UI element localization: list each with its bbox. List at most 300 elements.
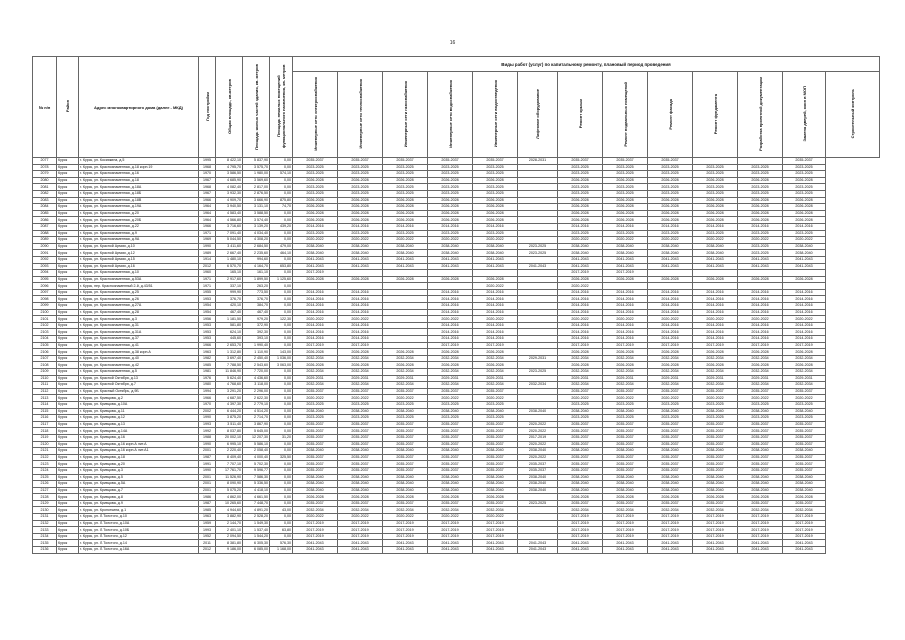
table-row xyxy=(33,375,880,382)
table-cell: 2026-2028 xyxy=(558,349,603,356)
table-cell: 3 586,50 xyxy=(216,171,243,178)
table-cell: 2035-2037 xyxy=(428,500,473,507)
table-cell: 2026-2028 xyxy=(603,349,648,356)
table-cell: 2038-2040 xyxy=(603,250,648,257)
table-cell: 0,00 xyxy=(270,388,293,395)
header-living-area: Площадь жилых частей здания, кв. метров xyxy=(243,57,270,158)
table-row xyxy=(33,158,880,165)
table-cell: 2026-2028 xyxy=(693,197,738,204)
table-cell: 2020-2022 xyxy=(738,316,783,323)
table-cell: 1966 xyxy=(199,342,216,349)
table-cell: 2035-2037 xyxy=(383,441,428,448)
table-cell: 2017-2019 xyxy=(383,533,428,540)
table-cell: 1982 xyxy=(199,355,216,362)
header-work-9: Ремонт фундамента xyxy=(693,72,738,158)
table-cell: 1990 xyxy=(199,415,216,422)
table-cell: 2041-2043 xyxy=(293,547,338,554)
table-cell: 2032-2034 xyxy=(783,382,826,389)
table-cell: 1986 xyxy=(199,494,216,501)
table-cell: 2026-2028 xyxy=(338,210,383,217)
table-cell: 2038-2040 xyxy=(428,448,473,455)
table-cell: 4 308,20 xyxy=(243,237,270,244)
table-cell: 2032-2034 xyxy=(648,355,693,362)
table-cell: 74,70 xyxy=(270,204,293,211)
table-cell: 2026-2028 xyxy=(473,210,518,217)
table-cell: Курск xyxy=(57,514,79,521)
table-cell: 2014-2016 xyxy=(428,296,473,303)
table-cell: 2035-2037 xyxy=(603,500,648,507)
table-cell: 2038-2040 xyxy=(293,243,338,250)
table-cell: 2114 xyxy=(33,401,57,408)
table-cell: 7 720,00 xyxy=(243,369,270,376)
table-cell: 2026-2028 xyxy=(648,349,693,356)
table-cell: г. Курск, ул. Кривцова, д.16 корп.А лит.А1 xyxy=(79,448,199,455)
table-cell: 2134 xyxy=(33,533,57,540)
table-cell: 31,20 xyxy=(270,434,293,441)
table-cell: г. Курск, ул. Краснознаменная, д.9 xyxy=(79,230,199,237)
table-row xyxy=(33,184,880,191)
table-cell xyxy=(428,270,473,277)
table-cell: 2038-2040 xyxy=(648,487,693,494)
table-cell: 875,80 xyxy=(270,197,293,204)
table-row xyxy=(33,250,880,257)
header-works-group: Виды работ (услуг) по капитальному ремонту, плановый период проведения xyxy=(293,57,880,72)
table-cell: 1 125,60 xyxy=(270,276,293,283)
table-cell: г. Курск, ул. Краснознаменная, д.3 xyxy=(79,316,199,323)
table-cell: 2017-2019 xyxy=(603,533,648,540)
table-cell: 1960 xyxy=(199,270,216,277)
table-cell: 2020-2022 xyxy=(558,395,603,402)
table-cell: 2035-2037 xyxy=(293,467,338,474)
table-cell: 445,60 xyxy=(216,336,243,343)
table-cell: 2026-2028 xyxy=(603,197,648,204)
table-cell: г. Курск, ул. Красной Армии, д.15 xyxy=(79,256,199,263)
table-cell: Курск xyxy=(57,421,79,428)
table-cell xyxy=(518,184,558,191)
table-row xyxy=(33,382,880,389)
table-cell xyxy=(648,283,693,290)
table-cell: 2017-2019 xyxy=(738,533,783,540)
table-cell: 2017-2019 xyxy=(473,533,518,540)
table-cell: 2035-2037 xyxy=(338,421,383,428)
table-cell: 994,60 xyxy=(243,256,270,263)
table-cell: Курск xyxy=(57,204,79,211)
table-cell: Курск xyxy=(57,342,79,349)
table-cell: 2026-2028 xyxy=(693,276,738,283)
table-cell: 2032-2034 xyxy=(428,355,473,362)
table-cell: 2035-2037 xyxy=(293,461,338,468)
table-cell: 2111 xyxy=(33,382,57,389)
table-cell: 2023-2025 xyxy=(558,164,603,171)
table-cell: 2020-2022 xyxy=(648,395,693,402)
table-cell: 2032-2034 xyxy=(738,382,783,389)
table-cell: 0,00 xyxy=(270,461,293,468)
capital-repair-table xyxy=(32,56,880,554)
table-row xyxy=(33,547,880,554)
table-cell: 2026-2028 xyxy=(738,349,783,356)
table-cell: 2017-2019 xyxy=(783,342,826,349)
table-cell: Курск xyxy=(57,375,79,382)
table-cell: 2023-2025 xyxy=(693,171,738,178)
table-cell: 2026-2028 xyxy=(473,276,518,283)
table-cell: 1953 xyxy=(199,322,216,329)
table-cell: 1 168,00 xyxy=(270,547,293,554)
table-cell: 2106 xyxy=(33,349,57,356)
table-cell: 2026-2028 xyxy=(293,197,338,204)
table-cell: 2038-2040 xyxy=(383,448,428,455)
table-cell: 2023-2025 xyxy=(473,415,518,422)
table-cell: 2026-2028 xyxy=(648,276,693,283)
table-cell: 2023-2025 xyxy=(428,164,473,171)
table-cell: 1970 xyxy=(199,401,216,408)
table-cell: 773,50 xyxy=(243,289,270,296)
table-cell: 2026-2028 xyxy=(648,210,693,217)
table-cell: 2041-2043 xyxy=(648,256,693,263)
table-cell: 2032-2034 xyxy=(693,369,738,376)
table-cell: 2091 xyxy=(33,250,57,257)
table-cell: г. Курск, ул. Красной Октября, д.7 xyxy=(79,382,199,389)
table-cell: Курск xyxy=(57,243,79,250)
table-cell: 4 397,30 xyxy=(216,401,243,408)
table-cell: 2014-2016 xyxy=(693,329,738,336)
table-cell: 2035-2037 xyxy=(783,467,826,474)
table-cell: 2038-2040 xyxy=(338,408,383,415)
table-cell: 1971 xyxy=(199,283,216,290)
table-cell: 2038-2040 xyxy=(338,448,383,455)
table-cell: 2017-2019 xyxy=(383,527,428,534)
table-row xyxy=(33,520,880,527)
table-cell: 2026-2028 xyxy=(738,217,783,224)
table-cell: 2 876,50 xyxy=(243,190,270,197)
table-cell: 0,00 xyxy=(270,336,293,343)
table-cell: 2026-2028 xyxy=(428,177,473,184)
table-cell: 2038-2040 xyxy=(473,250,518,257)
table-cell: Курск xyxy=(57,441,79,448)
table-cell: 2035-2037 xyxy=(293,454,338,461)
table-cell: Курск xyxy=(57,263,79,270)
table-cell: 2041-2043 xyxy=(428,547,473,554)
table-cell: 2131 xyxy=(33,514,57,521)
table-cell: 2023-2025 xyxy=(338,190,383,197)
table-cell: 2023-2025 xyxy=(648,230,693,237)
table-cell: 2023-2025 xyxy=(603,190,648,197)
table-cell: 2035-2037 xyxy=(338,461,383,468)
table-cell: 3 882,90 xyxy=(216,514,243,521)
table-cell: Курск xyxy=(57,481,79,488)
table-cell: 2026-2028 xyxy=(473,177,518,184)
table-cell: 2014-2016 xyxy=(428,322,473,329)
table-cell: 2041-2043 xyxy=(783,540,826,547)
table-cell: 2035-2037 xyxy=(648,461,693,468)
table-cell: г. Курск, ул. Краснознаменная, д.10 xyxy=(79,270,199,277)
table-cell: Курск xyxy=(57,230,79,237)
table-cell xyxy=(383,316,428,323)
table-cell xyxy=(518,329,558,336)
table-cell: 2 622,30 xyxy=(243,395,270,402)
header-work-2: Инженерные сети газоснабжения xyxy=(383,72,428,158)
table-cell: 2023-2025 xyxy=(338,230,383,237)
table-cell: 2026-2028 xyxy=(428,349,473,356)
table-cell: 2017-2019 xyxy=(293,533,338,540)
table-cell: 2130 xyxy=(33,507,57,514)
table-cell: 0,00 xyxy=(270,421,293,428)
table-cell: 2 296,00 xyxy=(243,388,270,395)
table-cell: 1988 xyxy=(199,434,216,441)
table-cell: 2020-2022 xyxy=(518,428,558,435)
table-cell: 2035-2037 xyxy=(693,467,738,474)
table-cell: 2014-2016 xyxy=(783,303,826,310)
table-cell: 2041-2043 xyxy=(783,263,826,270)
table-cell: 2017-2019 xyxy=(428,527,473,534)
table-cell: 2038-2040 xyxy=(783,474,826,481)
table-cell: 2093 xyxy=(33,263,57,270)
table-cell: 2020-2022 xyxy=(693,395,738,402)
header-functional-area: Площадь нежилых помещений функционального назначения, кв. метров xyxy=(270,57,293,158)
table-cell: 2014-2016 xyxy=(473,223,518,230)
table-cell: 2038-2040 xyxy=(783,448,826,455)
header-work-3: Инженерные сети водоснабжения xyxy=(428,72,473,158)
table-cell: 0,00 xyxy=(270,533,293,540)
table-cell: 2035-2037 xyxy=(648,421,693,428)
table-cell: 2020-2022 xyxy=(518,441,558,448)
table-cell: г. Курск, ул. Краснознаменная, д.26 xyxy=(79,296,199,303)
table-cell: 2035-2037 xyxy=(603,388,648,395)
table-row xyxy=(33,428,880,435)
table-cell: 4 566,80 xyxy=(216,217,243,224)
table-cell: 2014-2016 xyxy=(338,322,383,329)
table-cell: 2023-2025 xyxy=(383,415,428,422)
table-cell xyxy=(383,309,428,316)
table-cell: Курск xyxy=(57,184,79,191)
table-cell: 624,10 xyxy=(216,329,243,336)
table-cell: 2038-2040 xyxy=(648,408,693,415)
table-cell: 2038-2040 xyxy=(293,250,338,257)
table-cell: 1993 xyxy=(199,527,216,534)
table-cell: г. Курск, ул. Л.Толстого, д.10Б xyxy=(79,527,199,534)
table-cell: 2035-2037 xyxy=(648,500,693,507)
table-row xyxy=(33,204,880,211)
table-cell: 2035-2037 xyxy=(383,421,428,428)
table-cell: 2038-2040 xyxy=(338,487,383,494)
table-cell: 2014-2016 xyxy=(783,309,826,316)
table-cell: 2038-2040 xyxy=(693,250,738,257)
table-cell xyxy=(603,283,648,290)
table-cell: 2038-2040 xyxy=(738,481,783,488)
table-cell: 2035-2037 xyxy=(603,421,648,428)
table-cell: 2035-2037 xyxy=(693,454,738,461)
table-cell: 1971 xyxy=(199,276,216,283)
table-cell: 2014-2016 xyxy=(473,289,518,296)
table-cell: 1 036,00 xyxy=(270,355,293,362)
table-cell: 1 537,40 xyxy=(243,527,270,534)
header-work-8: Ремонт фасада xyxy=(648,72,693,158)
table-cell: 2032-2034 xyxy=(693,355,738,362)
table-cell: 0,00 xyxy=(270,177,293,184)
table-cell: 0,00 xyxy=(270,448,293,455)
table-cell: 2035-2037 xyxy=(518,467,558,474)
table-cell: 1976 xyxy=(199,375,216,382)
table-cell: 5 645,00 xyxy=(243,428,270,435)
table-cell: 2020-2022 xyxy=(518,454,558,461)
table-cell: 2118 xyxy=(33,428,57,435)
table-cell: 2029-2031 xyxy=(428,375,473,382)
table-cell: 4 583,40 xyxy=(216,210,243,217)
table-cell: 2032-2034 xyxy=(383,507,428,514)
table-cell: 2014-2016 xyxy=(473,336,518,343)
table-cell: 2038-2040 xyxy=(783,487,826,494)
table-cell: 2014-2016 xyxy=(558,336,603,343)
table-cell: 0,00 xyxy=(270,158,293,165)
table-cell: 4 685,90 xyxy=(216,177,243,184)
table-cell: 3 575,70 xyxy=(243,164,270,171)
table-cell: 2038-2040 xyxy=(603,408,648,415)
table-cell: 1967 xyxy=(199,177,216,184)
table-cell: г. Курск, ул. Л.Толстого, д.16А xyxy=(79,547,199,554)
table-cell: Курск xyxy=(57,283,79,290)
table-cell: 1954 xyxy=(199,303,216,310)
table-cell: Курск xyxy=(57,270,79,277)
table-cell: 2035-2037 xyxy=(738,421,783,428)
table-cell: 2105 xyxy=(33,342,57,349)
table-cell: 2035-2037 xyxy=(558,441,603,448)
table-cell: 2 817,00 xyxy=(243,184,270,191)
table-cell: 2026-2028 xyxy=(428,276,473,283)
table-cell: 5 336,50 xyxy=(243,481,270,488)
table-cell xyxy=(383,303,428,310)
table-cell: 2001 xyxy=(199,448,216,455)
table-cell: 2035-2037 xyxy=(428,421,473,428)
table-cell: 1980 xyxy=(199,382,216,389)
table-cell: г. Курск, ул. Краснознаменная, д.28 xyxy=(79,309,199,316)
table-cell: 1990 xyxy=(199,243,216,250)
table-cell: 464,10 xyxy=(270,250,293,257)
table-cell: 2023-2025 xyxy=(738,190,783,197)
table-cell: г. Курск, ул. Кривцова, д.10А xyxy=(79,401,199,408)
table-cell: 2023-2025 xyxy=(783,171,826,178)
table-cell: 2026-2028 xyxy=(738,276,783,283)
table-cell: 2032-2034 xyxy=(603,355,648,362)
table-cell: 2026-2028 xyxy=(383,210,428,217)
table-cell: 2026-2028 xyxy=(293,362,338,369)
table-cell: 2032-2034 xyxy=(383,355,428,362)
table-cell: 2035-2037 xyxy=(693,461,738,468)
table-cell: 2017-2019 xyxy=(648,514,693,521)
table-cell: 2014-2016 xyxy=(293,336,338,343)
table-cell: 2038-2040 xyxy=(558,487,603,494)
table-cell: 2041-2043 xyxy=(693,547,738,554)
table-cell: 0,00 xyxy=(270,217,293,224)
table-cell: г. Курск, ул. Краснознаменная, д.18Б xyxy=(79,190,199,197)
table-row xyxy=(33,164,880,171)
table-cell: 2023-2025 xyxy=(428,230,473,237)
table-cell: 2029-2031 xyxy=(693,375,738,382)
table-cell: 2038-2040 xyxy=(473,448,518,455)
table-cell: 2017-2019 xyxy=(293,520,338,527)
table-row xyxy=(33,336,880,343)
table-cell: 2035-2037 xyxy=(603,441,648,448)
table-cell: 8 037,80 xyxy=(216,428,243,435)
table-cell xyxy=(518,395,558,402)
table-cell: 2026-2028 xyxy=(473,197,518,204)
table-cell: 2035-2037 xyxy=(293,500,338,507)
table-cell: 8 381,80 xyxy=(216,540,243,547)
table-cell: 2014-2016 xyxy=(693,296,738,303)
table-cell: 2017-2019 xyxy=(338,342,383,349)
table-cell: 5 044,50 xyxy=(216,237,243,244)
table-cell: 2035-2037 xyxy=(293,434,338,441)
table-cell: 2041-2043 xyxy=(603,540,648,547)
table-cell: 2041-2043 xyxy=(738,256,783,263)
table-cell: 2038-2040 xyxy=(428,243,473,250)
table-cell xyxy=(518,230,558,237)
table-cell: 2127 xyxy=(33,487,57,494)
table-cell: 2035-2037 xyxy=(603,461,648,468)
table-cell: 2032-2034 xyxy=(558,507,603,514)
table-cell: 2038-2040 xyxy=(693,481,738,488)
table-cell: 2038-2040 xyxy=(518,448,558,455)
table-cell: 2038-2040 xyxy=(558,250,603,257)
table-cell: г. Курск, ул. Кривцова, д.3 xyxy=(79,467,199,474)
table-cell: 4 862,00 xyxy=(216,494,243,501)
table-cell: 2122 xyxy=(33,454,57,461)
table-cell: 439,20 xyxy=(270,223,293,230)
table-cell: 7 448,70 xyxy=(243,500,270,507)
table-cell: Курск xyxy=(57,237,79,244)
table-cell: 2014-2016 xyxy=(293,296,338,303)
table-cell: 2038-2040 xyxy=(693,487,738,494)
table-cell: Курск xyxy=(57,177,79,184)
table-cell: 2017-2019 xyxy=(558,520,603,527)
table-cell: 2026-2028 xyxy=(383,217,428,224)
table-cell: 2038-2040 xyxy=(783,481,826,488)
table-cell: 1992 xyxy=(199,428,216,435)
table-cell: 2038-2040 xyxy=(293,474,338,481)
table-cell: 2038-2040 xyxy=(473,481,518,488)
table-cell: 2014-2016 xyxy=(428,336,473,343)
table-cell: 0,00 xyxy=(270,520,293,527)
table-cell: 2023-2025 xyxy=(738,250,783,257)
table-cell xyxy=(783,270,826,277)
table-cell: 2023-2025 xyxy=(428,184,473,191)
table-cell: 2014-2016 xyxy=(558,303,603,310)
table-cell: 2017-2019 xyxy=(558,342,603,349)
table-cell xyxy=(383,336,428,343)
table-cell: Курск xyxy=(57,256,79,263)
table-cell: 1 181,50 xyxy=(216,316,243,323)
table-cell: г. Курск, ул. Краснознаменная, д.25 xyxy=(79,289,199,296)
table-cell: Курск xyxy=(57,336,79,343)
table-cell: Курск xyxy=(57,434,79,441)
table-cell: 2017-2019 xyxy=(293,527,338,534)
table-cell: 1 899,50 xyxy=(243,276,270,283)
table-cell: 2035-2037 xyxy=(518,461,558,468)
table-row xyxy=(33,434,880,441)
table-cell: 0,00 xyxy=(270,303,293,310)
table-cell: 0,00 xyxy=(270,322,293,329)
table-cell: 0,00 xyxy=(270,481,293,488)
table-cell: 2026-2028 xyxy=(428,494,473,501)
table-cell: 2035-2037 xyxy=(738,454,783,461)
table-cell: 2014-2016 xyxy=(293,309,338,316)
table-cell: 2026-2028 xyxy=(293,217,338,224)
table-cell: 2035-2037 xyxy=(428,461,473,468)
table-cell: 2017-2019 xyxy=(473,527,518,534)
table-cell: 2017-2019 xyxy=(558,533,603,540)
table-cell: 2023-2025 xyxy=(293,184,338,191)
header-year: Год постройки xyxy=(199,57,216,158)
table-cell: 2026-2028 xyxy=(473,362,518,369)
table-row xyxy=(33,514,880,521)
